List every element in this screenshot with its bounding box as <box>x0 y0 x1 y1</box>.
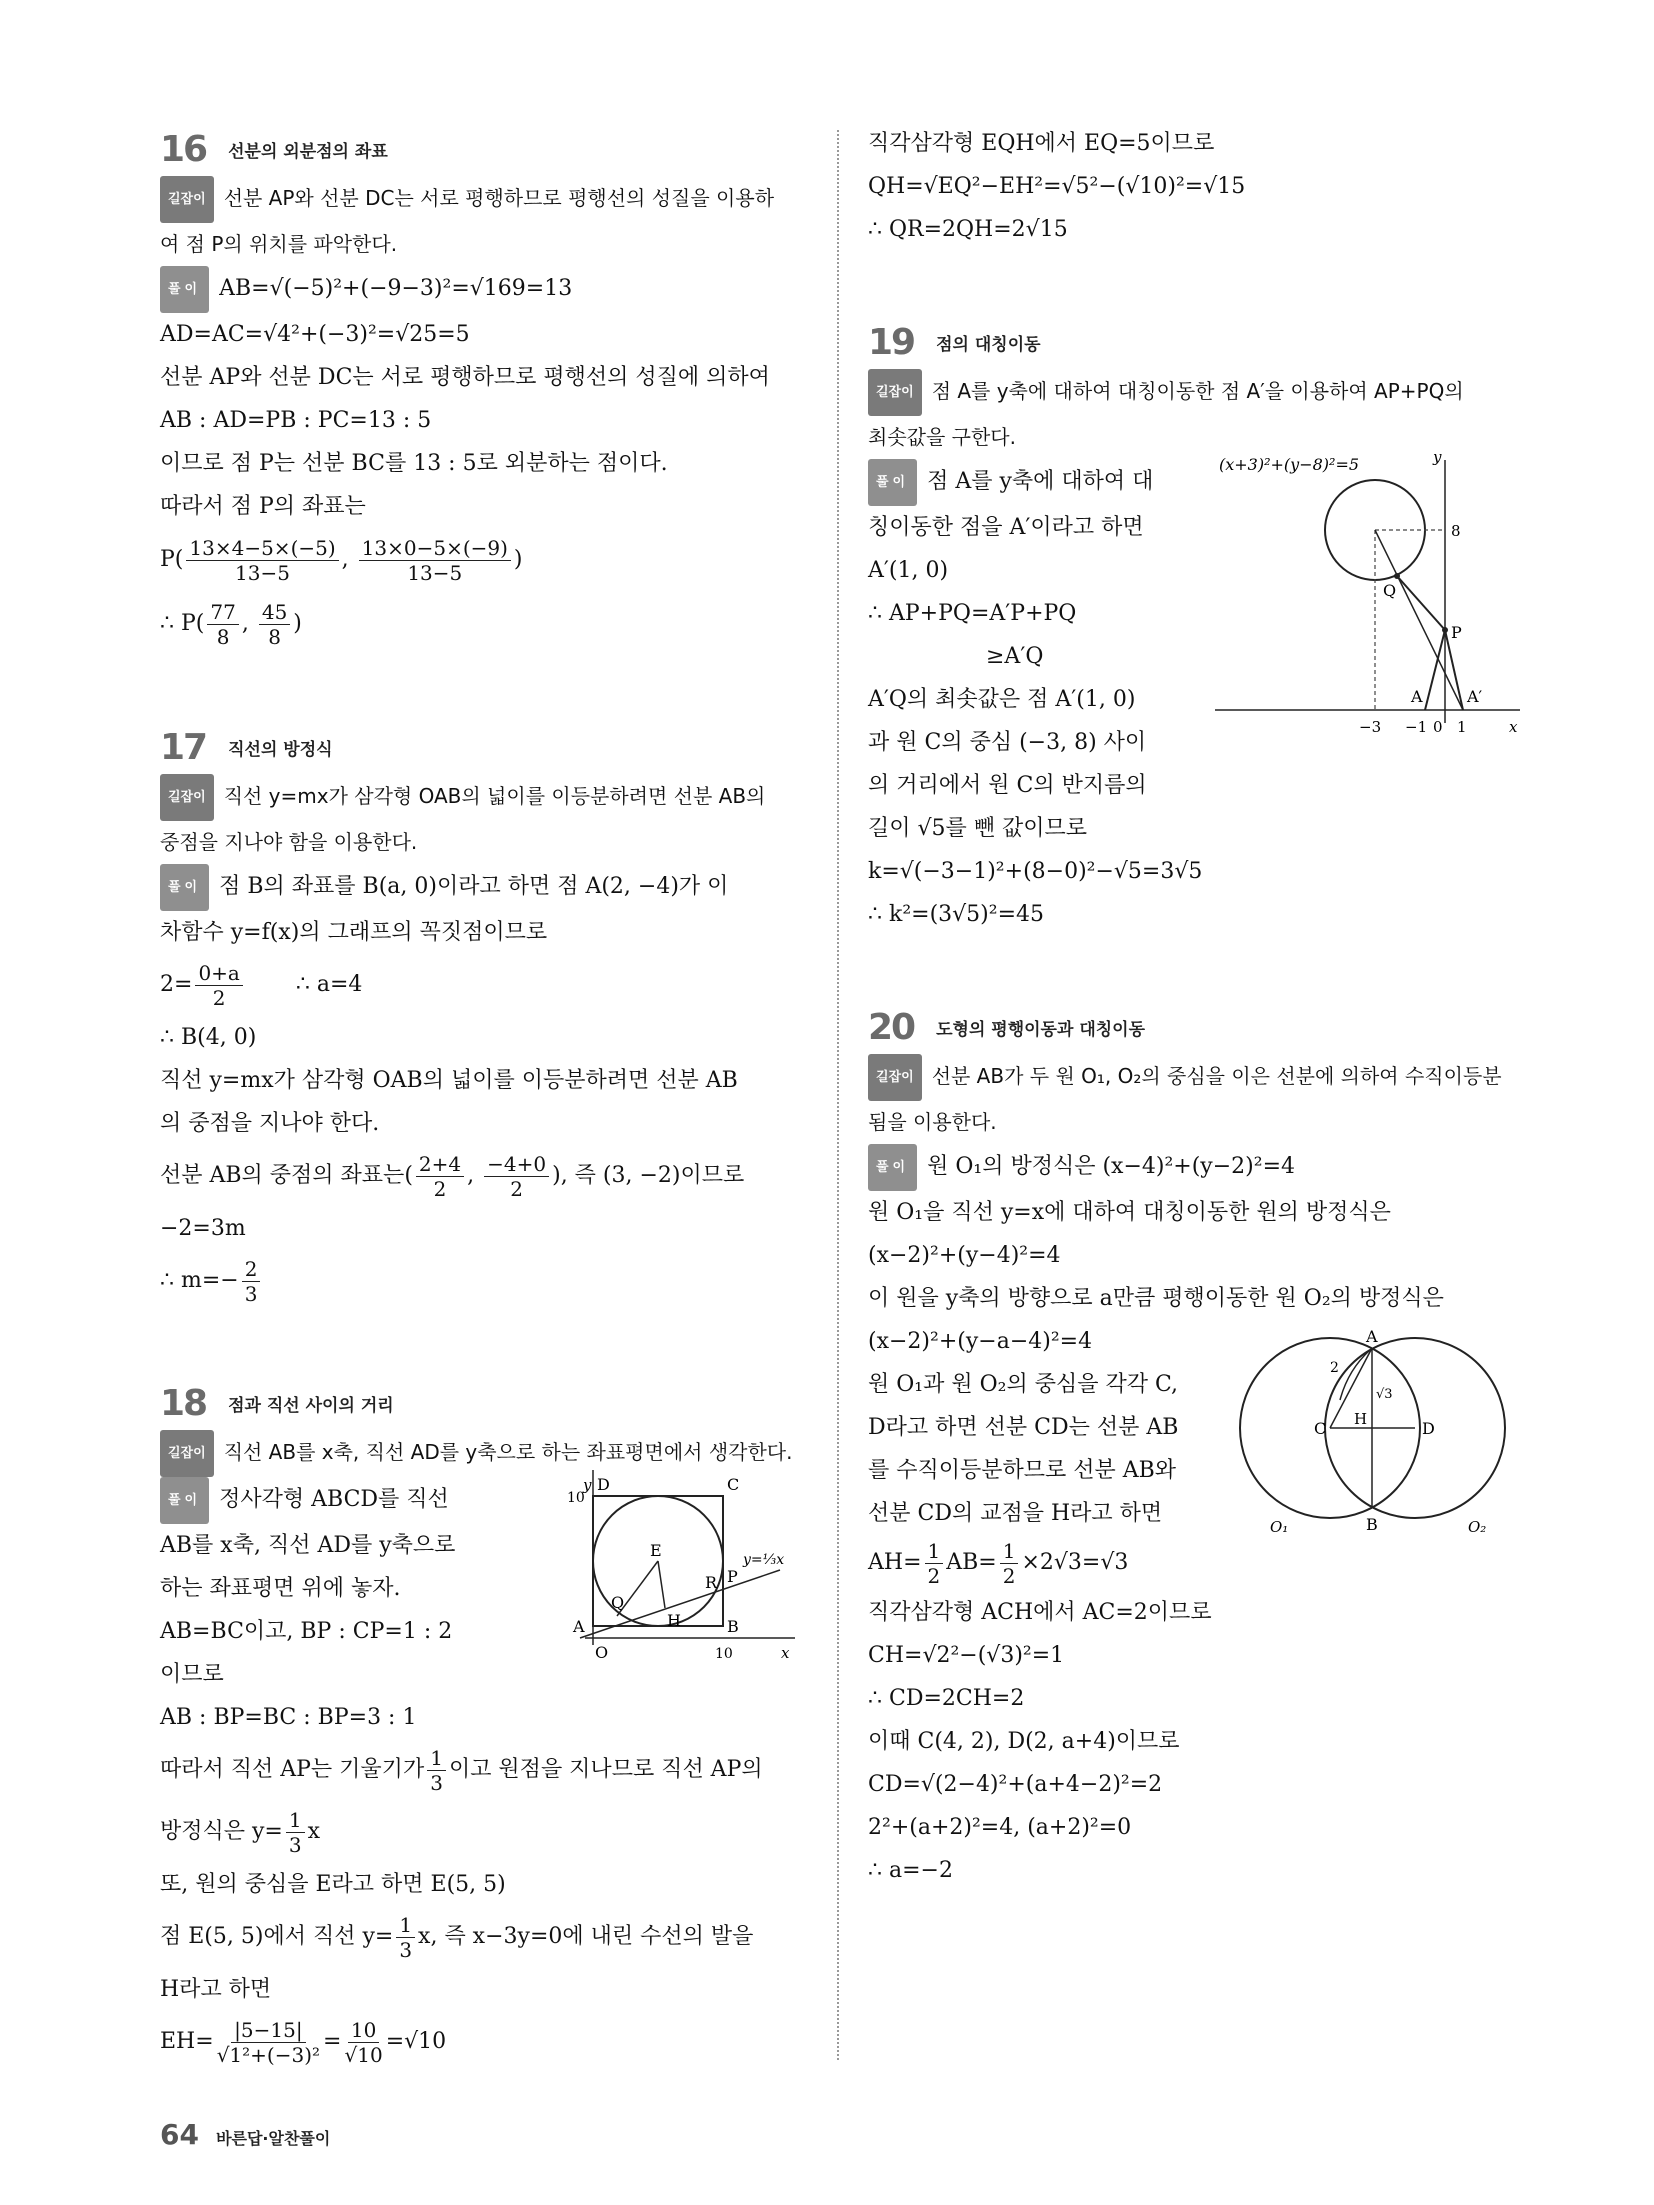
segment-qp <box>1397 576 1445 630</box>
label-h: H <box>1354 1410 1368 1428</box>
origin-label: 0 <box>1433 718 1443 736</box>
x-label: x <box>781 1644 790 1660</box>
solution-line: ∴ CD=2CH=2 <box>868 1686 1025 1711</box>
solution-line: ∴ B(4, 0) <box>160 1025 257 1050</box>
line-label: y=⅓x <box>743 1552 785 1568</box>
section-18-header <box>160 1376 810 1430</box>
hint-tag: 길잡이 <box>868 1054 922 1101</box>
point-p-formula: P( $\frac{13\times 4-5\times(-5)}{13-5}$ , $\frac{13\times 0-5\times(-9)}{13-5}$ ) <box>160 535 523 585</box>
x-label: x <box>1509 718 1518 736</box>
page-number: 64 <box>160 2118 199 2151</box>
hint-tag: 길잡이 <box>868 369 922 416</box>
solution-line: ∴ a=−2 <box>868 1858 953 1883</box>
hint-line: 길잡이 선분 AP와 선분 DC는 서로 평행하므로 평행선의 성질을 이용하 <box>160 176 810 223</box>
perpendicular-line: 점 E(5, 5)에서 직선 y= $\frac{1}{3}$ x, 즉 x−3y=0에 내린 수선의 발을 <box>160 1912 754 1962</box>
solution-tag: 풀이 <box>868 459 917 506</box>
hint-line: 됨을 이용한다. <box>868 1110 997 1134</box>
hint-tag: 길잡이 <box>160 176 214 223</box>
label-b: B <box>727 1617 739 1636</box>
label-p: P <box>1451 623 1462 642</box>
label-b: B <box>1366 1515 1378 1534</box>
solution-line: 2²+(a+2)²=4, (a+2)²=0 <box>868 1815 1132 1840</box>
label-r: R <box>705 1573 718 1592</box>
solution-line: 원 O₁을 직선 y=x에 대하여 대칭이동한 원의 방정식은 <box>868 1200 1391 1225</box>
line-ap-desc: 따라서 직선 AP는 기울기가 $\frac{1}{3}$ 이고 원점을 지나므로 직선 AP의 <box>160 1745 763 1795</box>
equation-line: 2= $\frac{0+a}{2}$ ∴ a=4 <box>160 960 363 1010</box>
solution-line: A′Q의 최솟값은 점 A′(1, 0) <box>868 687 1136 712</box>
point-p <box>1442 627 1448 633</box>
page-footer <box>160 2118 330 2151</box>
segment-pa-prime <box>1445 630 1463 710</box>
minus-three: −3 <box>1359 718 1382 736</box>
answer-line: ∴ P( $\frac{77}{8}$ , $\frac{45}{8}$ ) <box>160 599 302 649</box>
label-h: H <box>667 1611 681 1630</box>
solution-line: AB : BP=BC : BP=3 : 1 <box>160 1705 417 1730</box>
figure-19-symmetric-point <box>1215 448 1530 738</box>
solution-line: 길이 √5를 뺀 값이므로 <box>868 816 1088 841</box>
section-16-header <box>160 122 810 176</box>
segment-pa <box>1425 630 1445 710</box>
label-q: Q <box>1383 581 1397 600</box>
section-19-header <box>868 315 1518 369</box>
label-two: 2 <box>1330 1360 1339 1376</box>
solution-line: 칭이동한 점을 A′이라고 하면 <box>868 515 1144 540</box>
solution-line: H라고 하면 <box>160 1977 272 2002</box>
solution-line: 이므로 점 P는 선분 BC를 13 : 5로 외분하는 점이다. <box>160 451 668 476</box>
column-divider <box>837 130 839 2060</box>
section-20-header <box>868 1000 1518 1054</box>
solution-line: 의 중점을 지나야 한다. <box>160 1111 380 1136</box>
solution-line: 를 수직이등분하므로 선분 AB와 <box>868 1458 1177 1483</box>
section-number: 16 <box>160 128 207 170</box>
solution-line: 풀이 점 B의 좌표를 B(a, 0)이라고 하면 점 A(2, −4)가 이 <box>160 864 810 911</box>
solution-line: AD=AC=√4²+(−3)²=√25=5 <box>160 322 470 347</box>
arc-2 <box>1340 1350 1370 1400</box>
figure-20-two-circles <box>1230 1320 1525 1540</box>
solution-line: 풀이 정사각형 ABCD를 직선 <box>160 1477 810 1524</box>
label-a-prime: A′ <box>1467 687 1483 706</box>
solution-line: 이 원을 y축의 방향으로 a만큼 평행이동한 원 O₂의 방정식은 <box>868 1286 1444 1311</box>
solution-tag: 풀이 <box>868 1144 917 1191</box>
solution-line: 따라서 점 P의 좌표는 <box>160 494 366 519</box>
solution-line: (x−2)²+(y−a−4)²=4 <box>868 1329 1093 1354</box>
solution-line: AB : AD=PB : PC=13 : 5 <box>160 408 432 433</box>
solution-line: 이때 C(4, 2), D(2, a+4)이므로 <box>868 1729 1180 1754</box>
section-number: 18 <box>160 1382 207 1424</box>
section-number: 19 <box>868 321 915 363</box>
section-title: 도형의 평행이동과 대칭이동 <box>936 1019 1146 1040</box>
label-a: A <box>1366 1327 1378 1346</box>
label-c: C <box>727 1475 740 1494</box>
solution-line: (x−2)²+(y−4)²=4 <box>868 1243 1061 1268</box>
solution-line: 과 원 C의 중심 (−3, 8) 사이 <box>868 730 1147 755</box>
ten-y: 10 <box>567 1490 585 1506</box>
ten-x: 10 <box>715 1646 733 1660</box>
label-d: D <box>1422 1419 1435 1438</box>
line-ap-equation: 방정식은 y= $\frac{1}{3}$ x <box>160 1807 321 1857</box>
label-root3: √3 <box>1376 1387 1393 1402</box>
solution-line: ∴ AP+PQ=A′P+PQ <box>868 601 1077 626</box>
hint-line: 길잡이 선분 AB가 두 원 O₁, O₂의 중심을 이은 선분에 의하여 수직이등분 <box>868 1054 1518 1101</box>
y-label: y <box>583 1476 592 1494</box>
solution-line: CH=√2²−(√3)²=1 <box>868 1643 1065 1668</box>
label-e: E <box>650 1541 662 1560</box>
solution-line: 풀이 원 O₁의 방정식은 (x−4)²+(y−2)²=4 <box>868 1144 1518 1191</box>
solution-line: −2=3m <box>160 1216 246 1241</box>
section-title: 선분의 외분점의 좌표 <box>228 141 388 162</box>
solution-line: D라고 하면 선분 CD는 선분 AB <box>868 1415 1179 1440</box>
hint-tag: 길잡이 <box>160 1430 214 1477</box>
solution-line: ≥A′Q <box>986 644 1044 669</box>
continuation-line: ∴ QR=2QH=2√15 <box>868 217 1068 242</box>
solution-line: 선분 CD의 교점을 H라고 하면 <box>868 1501 1163 1526</box>
point-q <box>1394 573 1400 579</box>
section-title: 직선의 방정식 <box>228 739 333 760</box>
label-c: C <box>1314 1419 1327 1438</box>
solution-line: A′(1, 0) <box>868 558 949 583</box>
section-title: 점과 직선 사이의 거리 <box>228 1395 394 1416</box>
section-number: 17 <box>160 726 207 768</box>
solution-line: 하는 좌표평면 위에 놓자. <box>160 1576 401 1601</box>
solution-tag: 풀이 <box>160 1477 209 1524</box>
answer-line: ∴ m=− $\frac{2}{3}$ <box>160 1250 810 1312</box>
solution-line: k=√(−3−1)²+(8−0)²−√5=3√5 <box>868 859 1203 884</box>
eh-distance: EH= $\frac{|5-15|}{\text{√1²+(−3)²}}$ = $\frac{10}{√10}$ =√10 <box>160 2017 447 2067</box>
solution-line: AB=BC이고, BP : CP=1 : 2 <box>160 1619 453 1644</box>
continuation-line: QH=√EQ²−EH²=√5²−(√10)²=√15 <box>868 174 1246 199</box>
label-d: D <box>597 1475 610 1494</box>
figure-18-square-circle <box>545 1460 825 1660</box>
one-label: 1 <box>1457 718 1467 736</box>
minus-one: −1 <box>1405 718 1428 736</box>
eight-label: 8 <box>1451 522 1461 540</box>
section-17-header <box>160 720 810 774</box>
right-column <box>868 122 1518 1892</box>
hint-line: 최솟값을 구한다. <box>868 425 1016 449</box>
solution-line: 원 O₁과 원 O₂의 중심을 각각 C, <box>868 1372 1178 1397</box>
solution-line: 또, 원의 중심을 E라고 하면 E(5, 5) <box>160 1872 506 1897</box>
solution-line: CD=√(2−4)²+(a+4−2)²=2 <box>868 1772 1163 1797</box>
segment-center-a-prime <box>1375 530 1463 710</box>
solution-line: 풀이 점 A를 y축에 대하여 대 <box>868 459 1518 506</box>
label-p: P <box>727 1567 738 1586</box>
label-q: Q <box>611 1593 625 1612</box>
solution-line: 의 거리에서 원 C의 반지름의 <box>868 773 1147 798</box>
hint-line: 길잡이 직선 AB를 x축, 직선 AD를 y축으로 하는 좌표평면에서 생각한다. <box>160 1430 810 1477</box>
solution-tag: 풀이 <box>160 864 209 911</box>
y-label: y <box>1433 448 1442 466</box>
solution-line: 이므로 <box>160 1662 224 1687</box>
solution-line: 차함수 y=f(x)의 그래프의 꼭짓점이므로 <box>160 920 548 945</box>
hint-line: 길잡이 직선 y=mx가 삼각형 OAB의 넓이를 이등분하려면 선분 AB의 <box>160 774 810 821</box>
label-o: O <box>595 1643 609 1660</box>
page-label: 바른답·알찬풀이 <box>216 2129 331 2148</box>
label-o1: O₁ <box>1270 1518 1289 1536</box>
hint-line: 길잡이 점 A를 y축에 대하여 대칭이동한 점 A′을 이용하여 AP+PQ의 <box>868 369 1518 416</box>
label-a: A <box>573 1617 585 1636</box>
solution-line: ∴ k²=(3√5)²=45 <box>868 902 1044 927</box>
hint-tag: 길잡이 <box>160 774 214 821</box>
solution-tag: 풀이 <box>160 266 209 313</box>
segment-eh <box>658 1561 665 1608</box>
left-column <box>160 122 810 2073</box>
section-title: 점의 대칭이동 <box>936 334 1041 355</box>
section-number: 20 <box>868 1006 915 1048</box>
hint-line: 중점을 지나야 함을 이용한다. <box>160 830 418 854</box>
midpoint-line: 선분 AB의 중점의 좌표는( $\frac{2+4}{2}$ , $\frac{-4+0}{2}$ ), 즉 (3, −2)이므로 <box>160 1151 745 1201</box>
solution-line: 직선 y=mx가 삼각형 OAB의 넓이를 이등분하려면 선분 AB <box>160 1068 738 1093</box>
circle-equation: (x+3)²+(y−8)²=5 <box>1219 455 1360 474</box>
ah-line: AH= $\frac{1}{2}$ AB= $\frac{1}{2}$ ×2√3=√3 <box>868 1538 1129 1588</box>
solution-line: 직각삼각형 ACH에서 AC=2이므로 <box>868 1600 1212 1625</box>
label-a: A <box>1411 687 1423 706</box>
continuation-line: 직각삼각형 EQH에서 EQ=5이므로 <box>868 131 1215 156</box>
hint-line: 여 점 P의 위치를 파악한다. <box>160 232 398 256</box>
solution-line: AB를 x축, 직선 AD를 y축으로 <box>160 1533 456 1558</box>
label-o2: O₂ <box>1468 1518 1487 1536</box>
solution-line: 풀이 AB=√(−5)²+(−9−3)²=√169=13 <box>160 266 810 313</box>
solution-line: 선분 AP와 선분 DC는 서로 평행하므로 평행선의 성질에 의하여 <box>160 365 770 390</box>
